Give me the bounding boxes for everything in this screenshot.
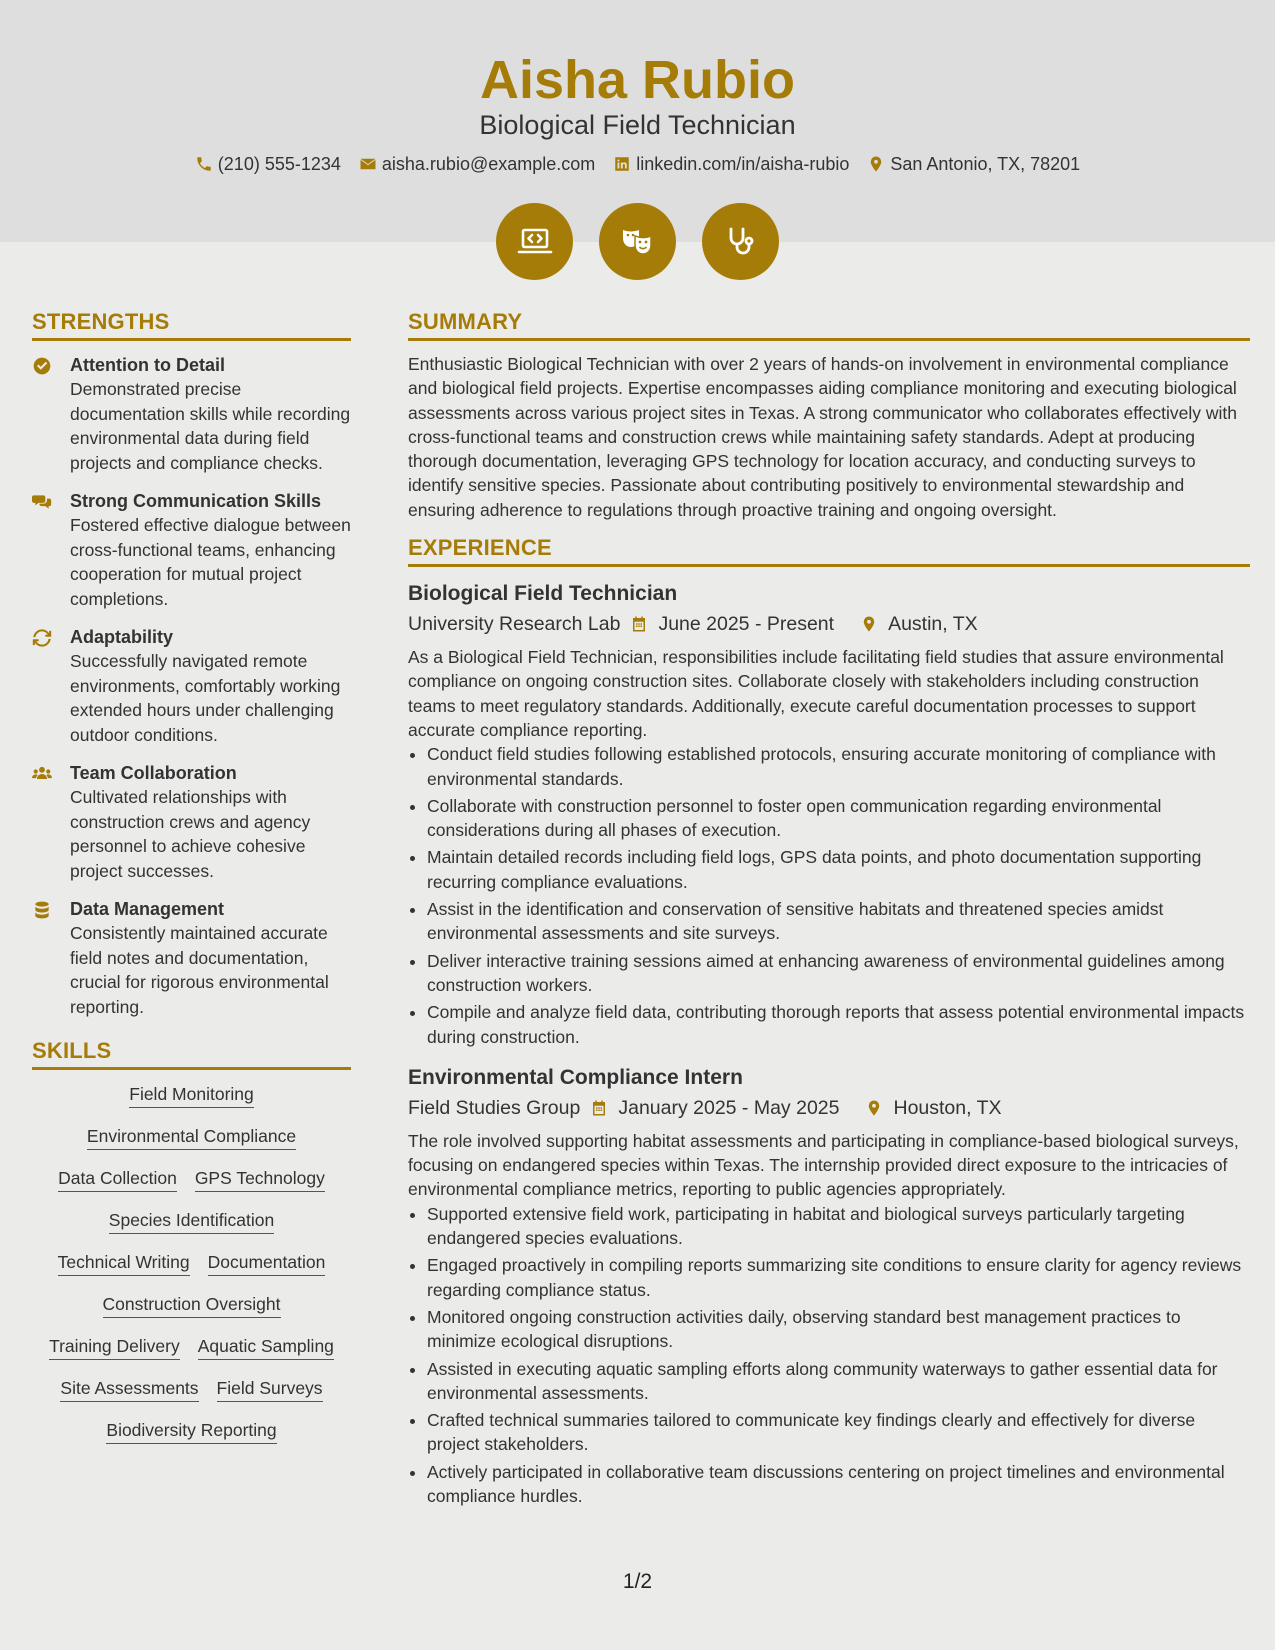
bullet-item: • Supported extensive field work, participating in habitat and biological surveys particularly targeting endangered species evaluations.: [427, 1202, 1250, 1251]
job-title: Biological Field Technician: [408, 582, 678, 606]
map-marker-icon: [867, 155, 885, 173]
strength-title: Team Collaboration: [70, 763, 237, 783]
bullet-item: • Maintain detailed records including field logs, GPS data points, and photo documentation supporting recurring compliance evaluations.: [427, 845, 1250, 894]
bullet-item: • Assist in the identification and conservation of sensitive habitats and threatened species amidst environmental assessments and site surveys.: [427, 897, 1250, 946]
phone-icon: [195, 155, 213, 173]
contact-bar: [0, 151, 1275, 177]
left-column: [32, 308, 351, 1460]
skill-tag: Field Surveys: [217, 1376, 323, 1402]
summary-heading: SUMMARY: [408, 308, 1250, 341]
candidate-name: Aisha Rubio: [479, 50, 795, 110]
strength-item: [32, 489, 351, 611]
skill-tag: Construction Oversight: [103, 1292, 281, 1318]
job-dates: January 2025 - May 2025: [618, 1096, 840, 1119]
job-company: University Research Lab: [408, 613, 621, 636]
contact-email[interactable]: [359, 151, 595, 177]
calendar-icon: [630, 615, 648, 633]
email-text: aisha.rubio@example.com: [381, 154, 596, 174]
calendar-icon: [590, 1099, 608, 1117]
stethoscope-circle: [702, 203, 779, 280]
strength-desc: Successfully navigated remote environments, comfortably working extended hours under challenging outdoor conditions.: [70, 651, 341, 745]
contact-linkedin[interactable]: [613, 151, 849, 177]
users-icon: [32, 764, 52, 784]
stethoscope-icon: [721, 222, 761, 262]
candidate-role: Biological Field Technician: [479, 110, 796, 140]
skill-tag: Technical Writing: [58, 1250, 190, 1276]
strength-title: Attention to Detail: [70, 355, 225, 375]
laptop-code-icon: [515, 222, 555, 262]
comments-icon: [32, 492, 52, 512]
linkedin-icon: [613, 155, 631, 173]
sync-icon: [32, 628, 52, 648]
bullet-item: • Monitored ongoing construction activities daily, observing standard best management practices to minimize ecological disruptions.: [427, 1305, 1250, 1354]
phone-text: (210) 555-1234: [217, 154, 341, 174]
job-meta: [408, 609, 1250, 639]
map-marker-icon: [865, 1099, 883, 1117]
database-icon: [32, 900, 52, 920]
contact-location: [867, 151, 1080, 177]
job-entry: [408, 1063, 1250, 1508]
skill-tag: Aquatic Sampling: [198, 1334, 334, 1360]
skills-heading: SKILLS: [32, 1037, 351, 1070]
laptop-code-circle: [496, 203, 573, 280]
theater-masks-icon: [618, 222, 658, 262]
strength-desc: Fostered effective dialogue between cross-functional teams, enhancing cooperation for mutual project completions.: [70, 515, 351, 609]
bullet-item: • Engaged proactively in compiling reports summarizing site conditions to ensure clarity for agency reviews regarding compliance status.: [427, 1253, 1250, 1302]
skill-tag: GPS Technology: [195, 1166, 325, 1192]
skill-tag: Field Monitoring: [129, 1082, 254, 1108]
bullet-item: • Assisted in executing aquatic sampling efforts along community waterways to gather essential data for environmental assessments.: [427, 1357, 1250, 1406]
strength-item: [32, 353, 351, 475]
skill-tag: Site Assessments: [60, 1376, 198, 1402]
bullet-item: • Crafted technical summaries tailored to communicate key findings clearly and effectively for diverse project stakeholders.: [427, 1408, 1250, 1457]
job-bullets: [408, 742, 1250, 1049]
bullet-item: • Conduct field studies following established protocols, ensuring accurate monitoring of compliance with environmental standards.: [427, 742, 1250, 791]
envelope-icon: [359, 155, 377, 173]
job-location: Austin, TX: [888, 613, 978, 636]
job-bullets: [408, 1202, 1250, 1509]
strength-item: [32, 625, 351, 747]
strength-item: [32, 761, 351, 883]
skills-list: [32, 1082, 351, 1444]
strength-desc: Demonstrated precise documentation skills while recording environmental data during field projects and compliance checks.: [70, 379, 351, 473]
bullet-item: • Collaborate with construction personnel to foster open communication regarding environmental considerations during all phases of execution.: [427, 794, 1250, 843]
job-meta: [408, 1093, 1250, 1123]
job-dates: June 2025 - Present: [658, 613, 835, 636]
skill-tag: Biodiversity Reporting: [106, 1418, 276, 1444]
bullet-item: • Deliver interactive training sessions aimed at enhancing awareness of environmental guidelines among construction workers.: [427, 949, 1250, 998]
strength-title: Data Management: [70, 899, 225, 919]
bullet-item: • Compile and analyze field data, contributing thorough reports that assess potential environmental impacts during construction.: [427, 1000, 1250, 1049]
contact-phone[interactable]: [195, 151, 341, 177]
skill-tag: Data Collection: [58, 1166, 177, 1192]
right-column: [408, 308, 1250, 1522]
interest-icons: [0, 203, 1275, 280]
linkedin-text: linkedin.com/in/aisha-rubio: [636, 154, 850, 174]
skill-tag: Species Identification: [109, 1208, 274, 1234]
job-description: As a Biological Field Technician, responsibilities include facilitating field studies that assure environmental compliance on ongoing construction sites. Collaborate closely with stakeholders including construction teams to meet regulatory standards. Additionally, execute careful documentation processes to support accurate compliance reporting.: [408, 647, 1224, 740]
strength-title: Adaptability: [70, 627, 174, 647]
theater-masks-circle: [599, 203, 676, 280]
strength-desc: Cultivated relationships with construction crews and agency personnel to achieve cohesive project successes.: [70, 787, 311, 881]
job-entry: [408, 579, 1250, 1049]
experience-heading: EXPERIENCE: [408, 534, 1250, 567]
check-circle-icon: [32, 356, 52, 376]
bullet-item: • Actively participated in collaborative team discussions centering on project timelines and environmental compliance hurdles.: [427, 1460, 1250, 1509]
location-text: San Antonio, TX, 78201: [890, 154, 1081, 174]
strengths-heading: STRENGTHS: [32, 308, 351, 341]
strength-desc: Consistently maintained accurate field notes and documentation, crucial for rigorous environmental reporting.: [70, 923, 329, 1017]
map-marker-icon: [860, 615, 878, 633]
skill-tag: Documentation: [208, 1250, 326, 1276]
strength-item: [32, 897, 351, 1019]
job-title: Environmental Compliance Intern: [408, 1065, 743, 1089]
strength-title: Strong Communication Skills: [70, 491, 322, 511]
job-description: The role involved supporting habitat assessments and participating in compliance-based biological surveys, focusing on endangered species within Texas. The internship provided direct exposure to the intricacies of environmental compliance metrics, reporting to public agencies appropriately.: [408, 1130, 1239, 1200]
page-number: 1/2: [622, 1570, 653, 1593]
summary-text: Enthusiastic Biological Technician with over 2 years of hands-on involvement in environmental compliance and biological field projects. Expertise encompasses aiding compliance monitoring and executing biological assessments across various project sites in Texas. A strong communicator who collaborates effectively with cross-functional teams and construction crews while maintaining safety standards. Adept at producing thorough documentation, leveraging GPS technology for location accuracy, and conducting surveys to identify sensitive species. Passionate about contributing positively to environmental stewardship and ensuring adherence to regulations through proactive training and ongoing oversight.: [408, 354, 1238, 520]
skill-tag: Training Delivery: [49, 1334, 180, 1360]
job-location: Houston, TX: [893, 1096, 1002, 1119]
job-company: Field Studies Group: [408, 1096, 581, 1119]
skill-tag: Environmental Compliance: [87, 1124, 296, 1150]
